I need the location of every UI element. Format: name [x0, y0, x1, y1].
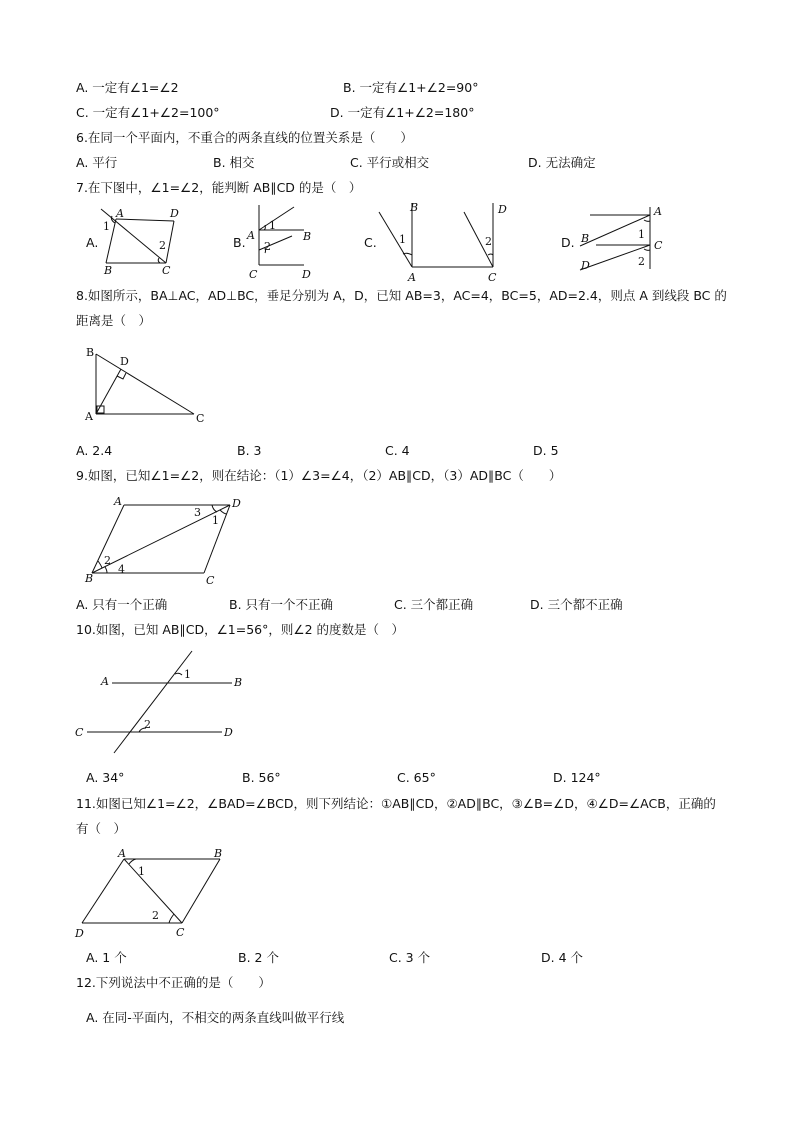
- q9-option-c: C. 三个都正确: [394, 597, 474, 612]
- q10-option-c: C. 65°: [397, 770, 436, 785]
- q6-option-d: D. 无法确定: [528, 155, 596, 170]
- q8-option-a: A. 2.4: [76, 443, 113, 458]
- q5-option-b: B. 一定有∠1+∠2=90°: [343, 80, 479, 95]
- q9-option-a: A. 只有一个正确: [76, 597, 168, 612]
- q7c-label-C: C: [488, 271, 497, 284]
- q7c-label-A: A: [408, 271, 416, 284]
- q7-figure-b: [244, 203, 324, 281]
- q10-label-B: B: [234, 676, 243, 689]
- q7-figure-c: [372, 200, 522, 285]
- q9-label-A: A: [114, 495, 122, 508]
- q7-option-d-letter: D.: [561, 235, 575, 250]
- q9-figure: [82, 495, 252, 590]
- q7d-label-2: 2: [638, 255, 645, 268]
- q11-label-A: A: [118, 847, 126, 860]
- q9-label-D: D: [232, 497, 241, 510]
- q11-label-B: B: [214, 847, 223, 860]
- q9-label-4: 4: [118, 563, 125, 576]
- q7-option-b-letter: B.: [233, 235, 246, 250]
- q7b-label-C: C: [249, 268, 258, 281]
- q12-stem: 12.下列说法中不正确的是（ ）: [76, 975, 271, 990]
- q7d-label-D: D: [581, 259, 590, 272]
- q7a-label-B: B: [104, 264, 113, 277]
- q7a-label-D: D: [170, 207, 179, 220]
- q11-option-b: B. 2 个: [238, 950, 279, 965]
- q6-option-b: B. 相交: [213, 155, 255, 170]
- q11-label-C: C: [176, 926, 185, 939]
- q8-option-d: D. 5: [533, 443, 559, 458]
- q7c-label-1: 1: [399, 233, 406, 246]
- q11-option-d: D. 4 个: [541, 950, 583, 965]
- q10-label-C: C: [75, 726, 84, 739]
- q7-figure-d: [578, 203, 678, 278]
- q10-option-d: D. 124°: [553, 770, 601, 785]
- q9-label-2: 2: [104, 554, 111, 567]
- q7a-label-A: A: [116, 207, 124, 220]
- q10-label-1: 1: [184, 668, 191, 681]
- q8-label-C: C: [196, 412, 205, 425]
- q7d-label-C: C: [654, 239, 663, 252]
- q11-option-c: C. 3 个: [389, 950, 431, 965]
- q9-label-3: 3: [194, 506, 201, 519]
- q11-label-1: 1: [138, 865, 145, 878]
- q7b-label-1: 1: [269, 219, 276, 232]
- q10-option-a: A. 34°: [86, 770, 125, 785]
- q8-figure: [84, 342, 214, 430]
- q10-label-A: A: [101, 675, 109, 688]
- q5-option-d: D. 一定有∠1+∠2=180°: [330, 105, 475, 120]
- q10-label-2: 2: [144, 718, 151, 731]
- q7-figure-a: [96, 203, 186, 278]
- q7c-label-2: 2: [485, 235, 492, 248]
- q9-option-b: B. 只有一个不正确: [229, 597, 334, 612]
- q7d-label-1: 1: [638, 228, 645, 241]
- q7-option-a-letter: A.: [86, 235, 99, 250]
- q7b-label-2: 2: [264, 240, 271, 253]
- q7d-label-A: A: [654, 205, 662, 218]
- q7-option-c-letter: C.: [364, 235, 377, 250]
- q7b-label-A: A: [247, 229, 255, 242]
- q9-stem: 9.如图，已知∠1=∠2，则在结论：（1）∠3=∠4，（2）AB∥CD，（3）AD∥BC（ ）: [76, 468, 562, 483]
- q6-stem: 6.在同一个平面内，不重合的两条直线的位置关系是（ ）: [76, 130, 413, 145]
- q8-label-D: D: [120, 355, 129, 368]
- q11-figure: [74, 845, 244, 943]
- q11-label-2: 2: [152, 909, 159, 922]
- q8-option-c: C. 4: [385, 443, 410, 458]
- q9-label-1: 1: [212, 514, 219, 527]
- q9-label-C: C: [206, 574, 215, 587]
- q7a-label-2: 2: [159, 239, 166, 252]
- q5-option-c: C. 一定有∠1+∠2=100°: [76, 105, 220, 120]
- q7c-label-D: D: [498, 203, 507, 216]
- q10-figure: [72, 648, 252, 758]
- q10-label-D: D: [224, 726, 233, 739]
- q7d-label-B: B: [581, 232, 590, 245]
- q9-option-d: D. 三个都不正确: [530, 597, 623, 612]
- q9-label-B: B: [85, 572, 94, 585]
- q10-stem: 10.如图，已知 AB∥CD，∠1=56°，则∠2 的度数是（ ）: [76, 622, 405, 637]
- q12-option-a: A. 在同-平面内，不相交的两条直线叫做平行线: [86, 1010, 345, 1025]
- q6-option-a: A. 平行: [76, 155, 118, 170]
- q5-option-a: A. 一定有∠1=∠2: [76, 80, 179, 95]
- q11-stem-line2: 有（ ）: [76, 821, 127, 836]
- q7b-label-B: B: [303, 230, 312, 243]
- q10-option-b: B. 56°: [242, 770, 281, 785]
- q7a-label-C: C: [162, 264, 171, 277]
- q7b-label-D: D: [302, 268, 311, 281]
- q8-label-B: B: [86, 346, 95, 359]
- q11-option-a: A. 1 个: [86, 950, 127, 965]
- q7-stem: 7.在下图中，∠1=∠2，能判断 AB∥CD 的是（ ）: [76, 180, 362, 195]
- q11-stem-line1: 11.如图已知∠1=∠2，∠BAD=∠BCD，则下列结论：①AB∥CD，②AD∥BC，③∠B=∠D，④∠D=∠ACB，正确的: [76, 796, 716, 811]
- q6-option-c: C. 平行或相交: [350, 155, 430, 170]
- q7a-label-1: 1: [103, 220, 110, 233]
- q11-label-D: D: [75, 927, 84, 940]
- q8-label-A: A: [85, 410, 93, 423]
- q8-option-b: B. 3: [237, 443, 262, 458]
- q8-stem-line1: 8.如图所示，BA⊥AC，AD⊥BC，垂足分别为 A，D，已知 AB=3，AC=4，BC=5，AD=2.4，则点 A 到线段 BC 的: [76, 288, 727, 303]
- q7c-label-B: B: [410, 201, 419, 214]
- q8-stem-line2: 距离是（ ）: [76, 313, 152, 328]
